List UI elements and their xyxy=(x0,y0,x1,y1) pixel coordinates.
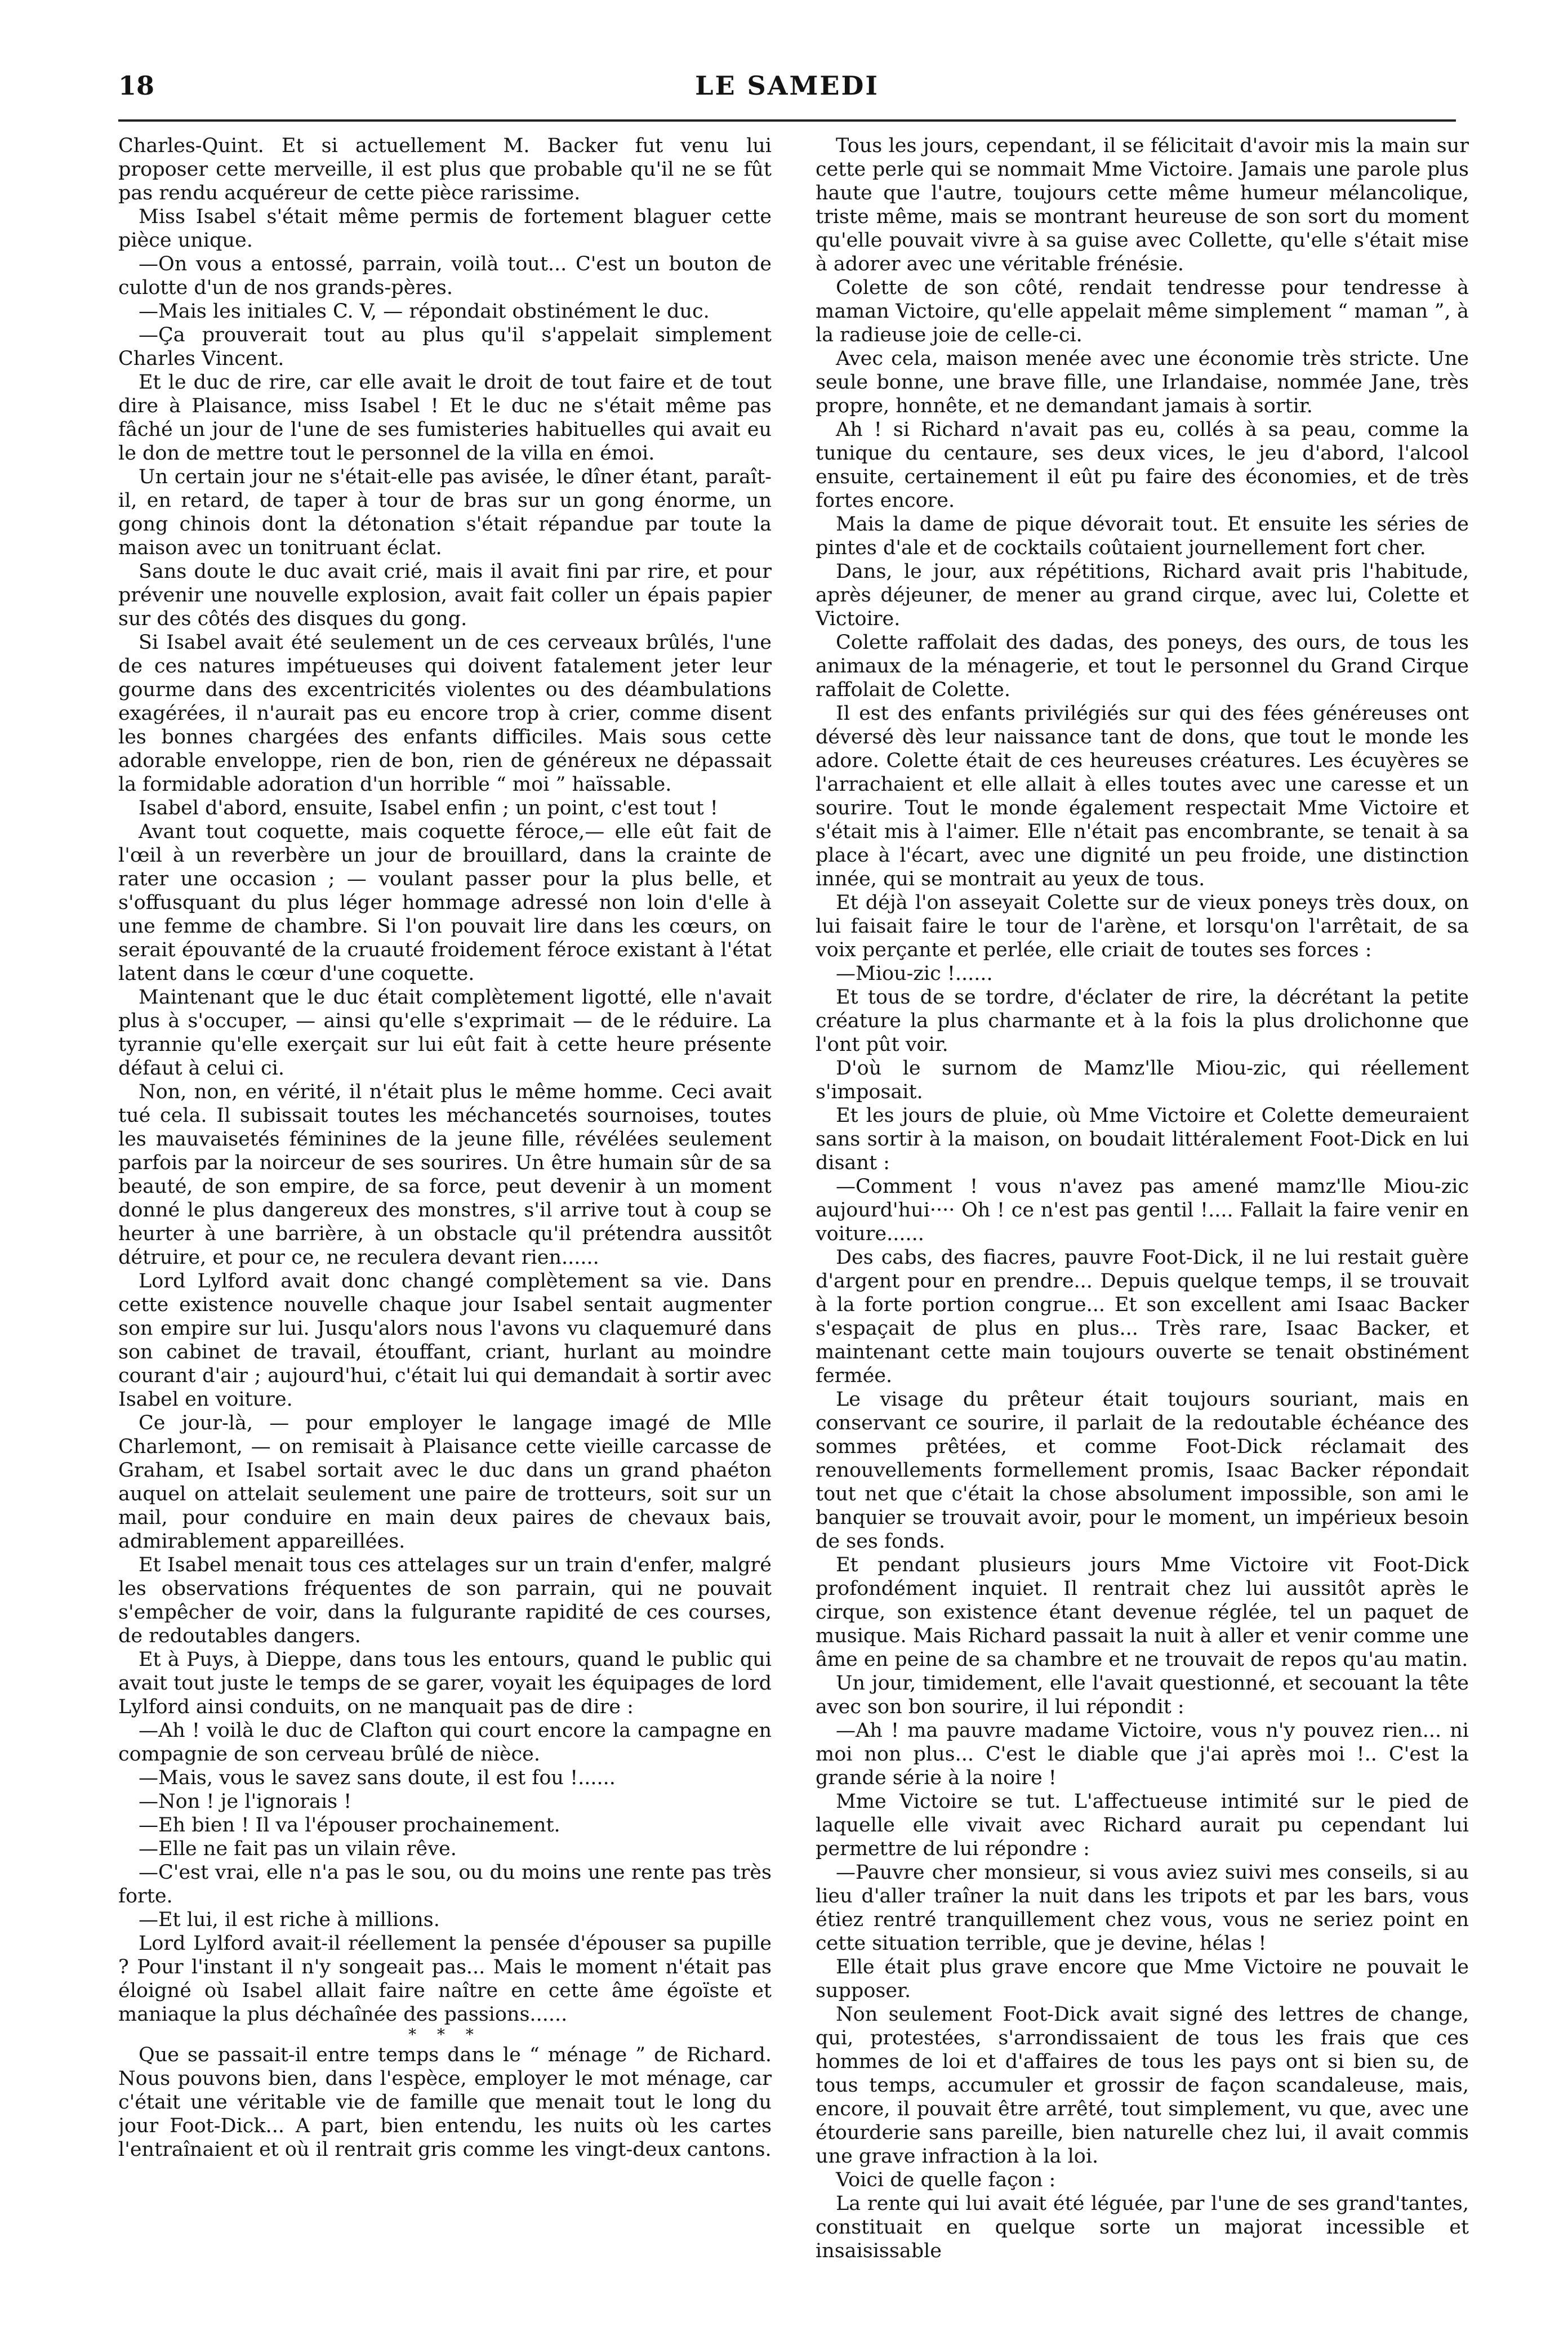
paragraph: Mme Victoire se tut. L'affectueuse intimité sur le pied de laquelle elle vivait avec Richard aurait pu cependant lui permettre de lui répondre : xyxy=(816,1790,1469,1860)
paragraph: Avant tout coquette, mais coquette féroce,— elle eût fait de l'œil à un reverbère un jour de brouillard, dans la crainte de rater une occasion ; — voulant passer pour la plus belle, et s'offusquant du plus léger hommage adressé non loin d'elle à une femme de chambre. Si l'on pouvait lire dans les cœurs, on serait épouvanté de la cruauté froidement féroce existant à l'état latent dans le cœur d'une coquette. xyxy=(118,821,772,985)
paragraph: —Mais les initiales C. V, — répondait obstinément le duc. xyxy=(139,300,710,323)
paragraph: Non, non, en vérité, il n'était plus le même homme. Ceci avait tué cela. Il subissait toutes les méchancetés sournoises, toutes les mauvaisetés féminines de la jeune fille, révélées seulement parfois par la noirceur de ses sourires. Un être humain sûr de sa beauté, de son empire, de sa force, peut devenir à un moment donné le plus dangereux des monstres, s'il arrive tout à coup se heurter à une barrière, à un obstacle qu'il prétendra aussitôt détruire, et pour ce, ne reculera devant rien...... xyxy=(118,1081,772,1269)
paragraph: Maintenant que le duc était complètement ligotté, elle n'avait plus à s'occuper, — ainsi qu'elle s'exprimait — de le réduire. La tyrannie qu'elle exerçait sur lui eût fait à cette heure présente défaut à celui ci. xyxy=(118,986,772,1080)
dialogue-line: —Comment ! vous n'avez pas amené mamz'lle Miou-zic aujourd'hui···· Oh ! ce n'est pas gentil !.... Fallait la faire venir en voiture...... xyxy=(816,1175,1469,1245)
paragraph: Des cabs, des fiacres, pauvre Foot-Dick, il ne lui restait guère d'argent pour en prendre... Depuis quelque temps, il se trouvait à la forte portion congrue... Et son excellent ami Isaac Backer s'espaçait de plus en plus... Très rare, Isaac Backer, et maintenant cette main toujours ouverte se tenait obstinément fermée. xyxy=(816,1246,1469,1387)
paragraph: Elle était plus grave encore que Mme Victoire ne pouvait le supposer. xyxy=(816,1956,1469,2002)
paragraph: Ce jour-là, — pour employer le langage imagé de Mlle Charlemont, — on remisait à Plaisance cette vieille carcasse de Graham, et Isabel sortait avec le duc dans un grand phaéton auquel on attelait seulement une paire de trotteurs, soit sur un mail, pour conduire en main deux paires de chevaux bais, admirablement appareillées. xyxy=(118,1412,772,1553)
paragraph: Non seulement Foot-Dick avait signé des lettres de change, qui, protestées, s'arrondissaient de tous les frais que ces hommes de loi et d'affaires de tous les pays ont si bien su, de tous temps, accumuler et grossir de façon scandaleuse, mais, encore, il pouvait être arrêté, tout simplement, vu que, avec une étourderie sans pareille, bien naturelle chez lui, il avait commis une grave infraction à la loi. xyxy=(816,2003,1469,2168)
paragraph: Et déjà l'on asseyait Colette sur de vieux poneys très doux, on lui faisait faire le tour de l'arène, et lorsqu'on l'arrêtait, de sa voix perçante et perlée, elle criait de toutes ses forces : xyxy=(816,892,1469,961)
paragraph: Un jour, timidement, elle l'avait questionné, et secouant la tête avec son bon sourire, il lui répondit : xyxy=(816,1672,1469,1718)
dialogue-line: —Pauvre cher monsieur, si vous aviez suivi mes conseils, si au lieu d'aller traîner la nuit dans les tripots et par les bars, vous étiez rentré tranquillement chez vous, vous ne seriez point en cette situation terrible, que je devine, hélas ! xyxy=(816,1861,1469,1955)
paragraph: Tous les jours, cependant, il se félicitait d'avoir mis la main sur cette perle qui se nommait Mme Victoire. Jamais une parole plus haute que l'autre, toujours cette même humeur mélancolique, triste même, mais se montrant heureuse de son sort du moment qu'elle pouvait vivre à sa guise avec Collette, qu'elle s'était mise à adorer avec une véritable frénésie. xyxy=(816,135,1469,275)
right-column xyxy=(816,134,1469,2297)
paragraph: Lord Lylford avait donc changé complètement sa vie. Dans cette existence nouvelle chaque jour Isabel sentait augmenter son empire sur lui. Jusqu'alors nous l'avons vu claquemuré dans son cabinet de travail, étouffant, criant, hurlant au moindre courant d'air ; aujourd'hui, c'était lui qui demandait à sortir avec Isabel en voiture. xyxy=(118,1270,772,1411)
dialogue-line: —Elle ne fait pas un vilain rêve. xyxy=(139,1838,457,1860)
running-title: LE SAMEDI xyxy=(695,70,879,101)
paragraph: Que se passait-il entre temps dans le “ ménage ” de Richard. Nous pouvons bien, dans l'espèce, employer le mot ménage, car c'était une véritable vie de famille que menait tout le long du jour Foot-Dick... A part, bien entendu, les nuits où les cartes l'entraînaient et où il rentrait gris comme les vingt-deux cantons. xyxy=(118,2044,772,2161)
dialogue-line: —C'est vrai, elle n'a pas le sou, ou du moins une rente pas très forte. xyxy=(118,1861,772,1907)
paragraph: Et pendant plusieurs jours Mme Victoire vit Foot-Dick profondément inquiet. Il rentrait chez lui aussitôt après le cirque, son existence étant devenue réglée, tel un paquet de musique. Mais Richard passait la nuit à aller et venir comme une âme en peine de sa chambre et ne trouvait de repos qu'au matin. xyxy=(816,1554,1469,1671)
dialogue-line: —Non ! je l'ignorais ! xyxy=(139,1790,352,1813)
paragraph: Miss Isabel s'était même permis de fortement blaguer cette pièce unique. xyxy=(118,206,772,252)
paragraph: Un certain jour ne s'était-elle pas avisée, le dîner étant, paraît-il, en retard, de taper à tour de bras sur un gong énorme, un gong chinois dont la détonation s'était répandue par toute la maison avec un tonitruant éclat. xyxy=(118,466,772,559)
paragraph: Il est des enfants privilégiés sur qui des fées généreuses ont déversé dès leur naissance tant de dons, que tout le monde les adore. Colette était de ces heureuses créatures. Les écuyères se l'arrachaient et elle allait à elles toutes avec une caresse et un sourire. Tout le monde également respectait Mme Victoire et s'était mis à l'aimer. Elle n'était pas encombrante, se tenait à sa place à l'écart, avec une dignité un peu froide, une distinction innée, qui se montrait au yeux de tous. xyxy=(816,702,1469,890)
dialogue-line: —Eh bien ! Il va l'épouser prochainement. xyxy=(139,1814,560,1837)
paragraph: Et le duc de rire, car elle avait le droit de tout faire et de tout dire à Plaisance, miss Isabel ! Et le duc ne s'était même pas fâché un jour de l'une de ses fumisteries habituelles qui avait eu le don de mettre tout le personnel de la villa en émoi. xyxy=(118,371,772,465)
paragraph: Le visage du prêteur était toujours souriant, mais en conservant ce sourire, il parlait de la redoutable échéance des sommes prêtées, et comme Foot-Dick réclamait des renouvellements formellement promis, Isaac Backer répondait tout net que c'était la chose absolument impossible, son ami le banquier se trouvait avoir, pour le moment, un impérieux besoin de ses fonds. xyxy=(816,1388,1469,1553)
dialogue-line: —Miou-zic !...... xyxy=(836,962,993,985)
paragraph: Mais la dame de pique dévorait tout. Et ensuite les séries de pintes d'ale et de cocktails coûtaient journellement fort cher. xyxy=(816,513,1469,559)
dialogue-line: —Mais, vous le savez sans doute, il est fou !...... xyxy=(139,1767,616,1789)
paragraph: Avec cela, maison menée avec une économie très stricte. Une seule bonne, une brave fille, une Irlandaise, nommée Jane, très propre, honnête, et ne demandant jamais à sortir. xyxy=(816,347,1469,417)
paragraph: Et à Puys, à Dieppe, dans tous les entours, quand le public qui avait tout juste le temps de se garer, voyait les équipages de lord Lylford ainsi conduits, on ne manquait pas de dire : xyxy=(118,1648,772,1718)
paragraph: Charles-Quint. Et si actuellement M. Backer fut venu lui proposer cette merveille, il est plus que probable qu'il ne se fût pas rendu acquéreur de cette pièce rarissime. xyxy=(118,135,772,204)
paragraph: Et Isabel menait tous ces attelages sur un train d'enfer, malgré les observations fréquentes de son parrain, qui ne pouvait s'empêcher de voir, dans la fulgurante rapidité de ces courses, de redoutables dangers. xyxy=(118,1554,772,1647)
paragraph: Colette de son côté, rendait tendresse pour tendresse à maman Victoire, qu'elle appelait même simplement “ maman ”, à la radieuse joie de celle-ci. xyxy=(816,277,1469,346)
paragraph: Et les jours de pluie, où Mme Victoire et Colette demeuraient sans sortir à la maison, on boudait littéralement Foot-Dick en lui disant : xyxy=(816,1104,1469,1174)
paragraph: Lord Lylford avait-il réellement la pensée d'épouser sa pupille ? Pour l'instant il n'y songeait pas... Mais le moment n'était pas éloigné où Isabel allait faire naître en cette âme égoïste et maniaque la plus déchaînée des passions...... xyxy=(118,1932,772,2026)
dialogue-line: —Ah ! ma pauvre madame Victoire, vous n'y pouvez rien... ni moi non plus... C'est le diable que j'ai après moi !.. C'est la grande série à la noire ! xyxy=(816,1719,1469,1789)
paragraph: D'où le surnom de Mamz'lle Miou-zic, qui réellement s'imposait. xyxy=(816,1057,1469,1103)
dialogue-line: —Et lui, il est riche à millions. xyxy=(139,1909,440,1931)
header-rule xyxy=(118,119,1456,122)
paragraph: La rente qui lui avait été léguée, par l'une de ses grand'tantes, constituait en quelque sorte un majorat incessible et insaisissable xyxy=(816,2192,1469,2262)
paragraph: Voici de quelle façon : xyxy=(836,2169,1056,2191)
paragraph: Si Isabel avait été seulement un de ces cerveaux brûlés, l'une de ces natures impétueuses qui doivent fatalement jeter leur gourme dans des excentricités violentes ou des déambulations exagérées, il n'aurait pas eu encore trop à crier, comme disent les bonnes chargées des enfants difficiles. Mais sous cette adorable enveloppe, rien de bon, rien de généreux ne dépassait la formidable adoration d'un horrible “ moi ” haïssable. xyxy=(118,631,772,796)
paragraph: Colette raffolait des dadas, des poneys, des ours, de tous les animaux de la ménagerie, et tout le personnel du Grand Cirque raffolait de Colette. xyxy=(816,631,1469,701)
left-column xyxy=(118,134,772,2297)
paragraph: Ah ! si Richard n'avait pas eu, collés à sa peau, comme la tunique du centaure, ses deux vices, le jeu d'abord, l'alcool ensuite, certainement il eût pu faire des économies, et de très fortes encore. xyxy=(816,418,1469,512)
paragraph: Dans, le jour, aux répétitions, Richard avait pris l'habitude, après déjeuner, de mener au grand cirque, avec lui, Colette et Victoire. xyxy=(816,560,1469,630)
paragraph: Isabel d'abord, ensuite, Isabel enfin ; un point, c'est tout ! xyxy=(139,797,718,819)
dialogue-line: —Ah ! voilà le duc de Clafton qui court encore la campagne en compagnie de son cerveau brûlé de nièce. xyxy=(118,1719,772,1766)
paragraph: Et tous de se tordre, d'éclater de rire, la décrétant la petite créature la plus charmante et à la fois la plus drolichonne que l'ont pût voir. xyxy=(816,986,1469,1056)
paragraph: Sans doute le duc avait crié, mais il avait fini par rire, et pour prévenir une nouvelle explosion, avait fait coller un épais papier sur des côtés des disques du gong. xyxy=(118,560,772,630)
section-separator: * * * xyxy=(408,2025,482,2044)
paragraph: —Ça prouverait tout au plus qu'il s'appelait simplement Charles Vincent. xyxy=(118,324,772,370)
page-number: 18 xyxy=(118,70,155,101)
paragraph: —On vous a entossé, parrain, voilà tout... C'est un bouton de culotte d'un de nos grands-pères. xyxy=(118,253,772,299)
page-header xyxy=(118,70,1456,115)
